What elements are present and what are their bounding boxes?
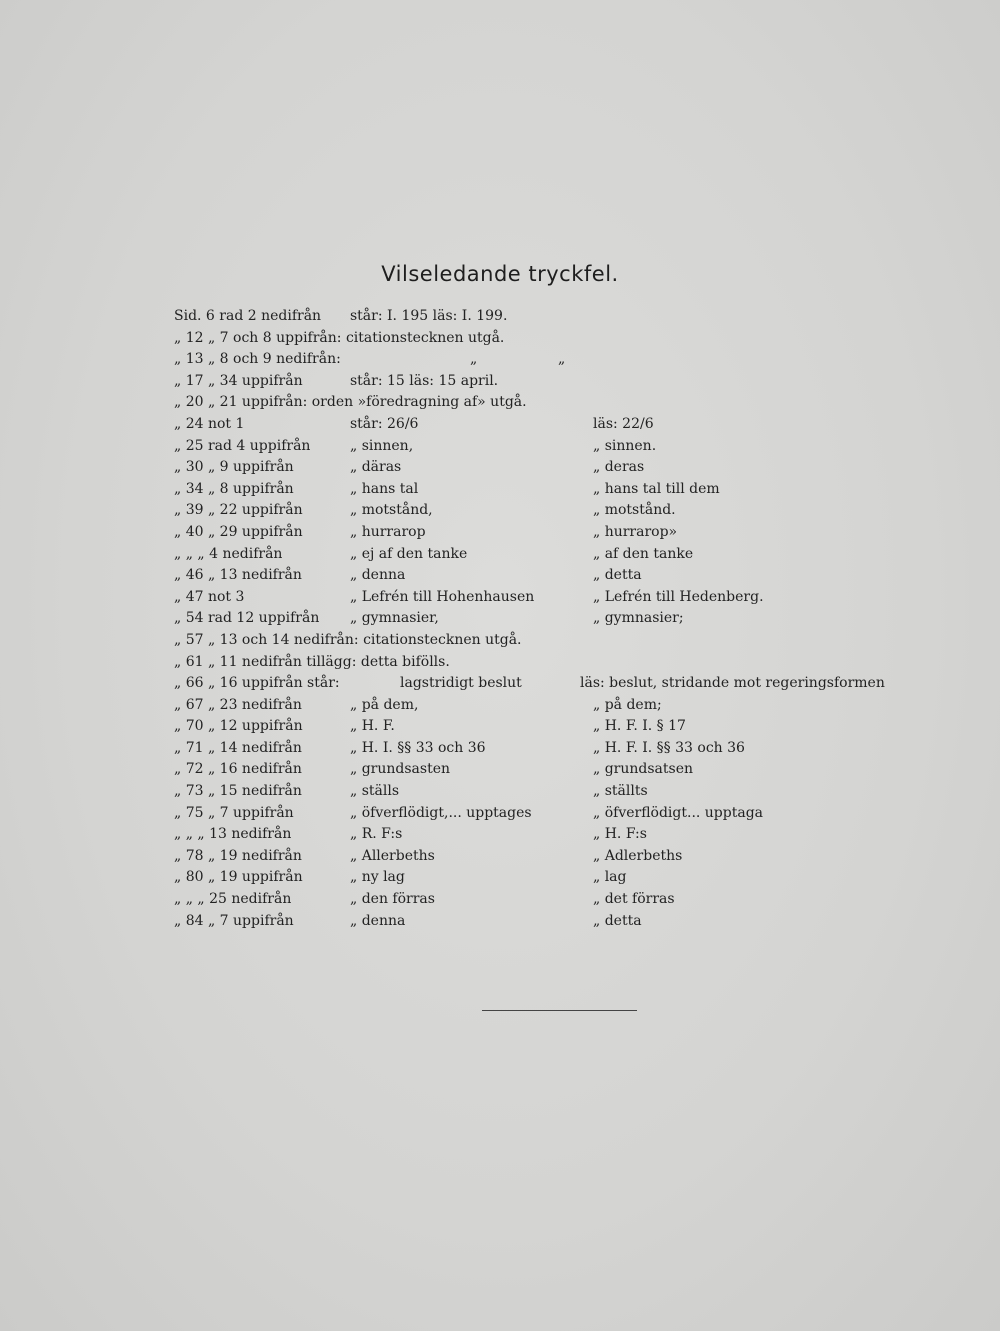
errata-row [0,608,1000,630]
errata-row [0,587,1000,609]
location: „ 66 „ 16 uppifrån står: [174,675,340,692]
errata-row [0,652,1000,674]
errata-row [0,306,1000,328]
wrong-text: „ [470,351,478,368]
errata-row [0,500,1000,522]
location: „ 39 „ 22 uppifrån [174,502,303,519]
wrong-text: „ Allerbeths [350,847,435,864]
errata-row [0,803,1000,825]
location: „ 30 „ 9 uppifrån [174,459,294,476]
correct-text: „ af den tanke [593,545,694,562]
correct-text: „ motstånd. [593,502,676,519]
location: „ 67 „ 23 nedifrån [174,696,302,713]
errata-row [0,824,1000,846]
location: „ 61 „ 11 nedifrån tillägg: detta bifölls. [174,653,450,670]
location: „ 13 „ 8 och 9 nedifrån: [174,351,341,368]
correct-text: „ gymnasier; [593,610,684,627]
location: „ „ „ 13 nedifrån [174,826,292,843]
correct-text: „ det förras [593,891,675,908]
location: „ 70 „ 12 uppifrån [174,718,303,735]
errata-row [0,371,1000,393]
errata-row [0,911,1000,933]
correct-text: „ hurrarop» [593,523,678,540]
wrong-text: „ gymnasier, [350,610,439,627]
location: „ 12 „ 7 och 8 uppifrån: citationstecknen utgå. [174,329,505,346]
wrong-text: „ öfverflödigt,... upptages [350,804,532,821]
wrong-text: står: I. 195 läs: I. 199. [350,308,508,324]
location: „ 73 „ 15 nedifrån [174,783,302,800]
errata-row [0,889,1000,911]
location: „ 20 „ 21 uppifrån: orden »föredragning af» utgå. [174,394,527,411]
errata-row [0,781,1000,803]
correct-text: „ detta [593,567,642,584]
wrong-text: „ hurrarop [350,523,426,540]
wrong-text: „ sinnen, [350,437,414,454]
errata-row [0,695,1000,717]
correct-text: „ sinnen. [593,437,657,454]
correct-text: läs: beslut, stridande mot regeringsformen [580,675,885,692]
wrong-text: „ H. F. [350,718,395,735]
location: „ „ „ 25 nedifrån [174,891,292,908]
errata-row [0,457,1000,479]
errata-row [0,759,1000,781]
location: „ 75 „ 7 uppifrån [174,804,294,821]
errata-row [0,414,1000,436]
location: „ 72 „ 16 nedifrån [174,761,302,778]
errata-row [0,349,1000,371]
location: „ 34 „ 8 uppifrån [174,480,294,497]
correct-text: „ detta [593,912,642,929]
wrong-text: „ ställs [350,783,399,800]
location: „ 40 „ 29 uppifrån [174,523,303,540]
correct-text: „ deras [593,459,645,476]
wrong-text: „ ny lag [350,869,405,886]
correct-text: „ H. F. I. §§ 33 och 36 [593,739,745,756]
location: „ 17 „ 34 uppifrån [174,372,303,389]
wrong-text: „ H. I. §§ 33 och 36 [350,739,486,756]
errata-row [0,673,1000,695]
location: „ 46 „ 13 nedifrån [174,567,302,584]
correct-text: „ hans tal till dem [593,480,720,497]
correct-text: „ på dem; [593,696,662,713]
wrong-text: „ däras [350,459,402,476]
closing-rule [482,1010,637,1011]
wrong-text: „ R. F:s [350,826,403,843]
wrong-text: står: 26/6 [350,415,419,432]
correct-text: „ lag [593,869,627,886]
correct-text: „ H. F:s [593,826,647,843]
location: „ „ „ 4 nedifrån [174,545,283,562]
wrong-text: „ på dem, [350,696,419,713]
errata-row [0,565,1000,587]
correct-text: „ öfverflödigt... upptaga [593,804,764,821]
wrong-text: „ ej af den tanke [350,545,468,562]
correct-text: „ Lefrén till Hedenberg. [593,588,764,605]
location: „ 25 rad 4 uppifrån [174,437,311,454]
location: „ 54 rad 12 uppifrån [174,610,320,627]
errata-row [0,522,1000,544]
wrong-text: „ denna [350,567,406,584]
errata-row [0,867,1000,889]
location: „ 80 „ 19 uppifrån [174,869,303,886]
wrong-text: står: 15 läs: 15 april. [350,372,499,389]
wrong-text: „ grundsasten [350,761,450,778]
wrong-text: „ motstånd, [350,502,433,519]
wrong-text: „ denna [350,912,406,929]
location: „ 24 not 1 [174,415,245,432]
errata-row [0,738,1000,760]
errata-row [0,716,1000,738]
location: „ 78 „ 19 nedifrån [174,847,302,864]
errata-row [0,846,1000,868]
correct-text: „ H. F. I. § 17 [593,718,686,735]
errata-row [0,436,1000,458]
location: „ 47 not 3 [174,588,245,605]
errata-row [0,544,1000,566]
correct-text: „ Adlerbeths [593,847,683,864]
errata-row [0,392,1000,414]
location: „ 71 „ 14 nedifrån [174,739,302,756]
correct-text: „ ställts [593,783,648,800]
errata-row [0,328,1000,350]
correct-text: läs: 22/6 [593,415,654,432]
page-title: Vilseledande tryckfel. [381,262,619,286]
errata-row [0,479,1000,501]
location: „ 84 „ 7 uppifrån [174,912,294,929]
correct-text: „ [558,351,566,368]
wrong-text: „ den förras [350,891,435,908]
wrong-text: lagstridigt beslut [400,675,522,692]
location: Sid. 6 rad 2 nedifrån [174,308,322,324]
wrong-text: „ Lefrén till Hohenhausen [350,588,535,605]
errata-list [0,306,1000,932]
location: „ 57 „ 13 och 14 nedifrån: citationstecknen utgå. [174,631,522,648]
correct-text: „ grundsatsen [593,761,693,778]
wrong-text: „ hans tal [350,480,419,497]
errata-row [0,630,1000,652]
